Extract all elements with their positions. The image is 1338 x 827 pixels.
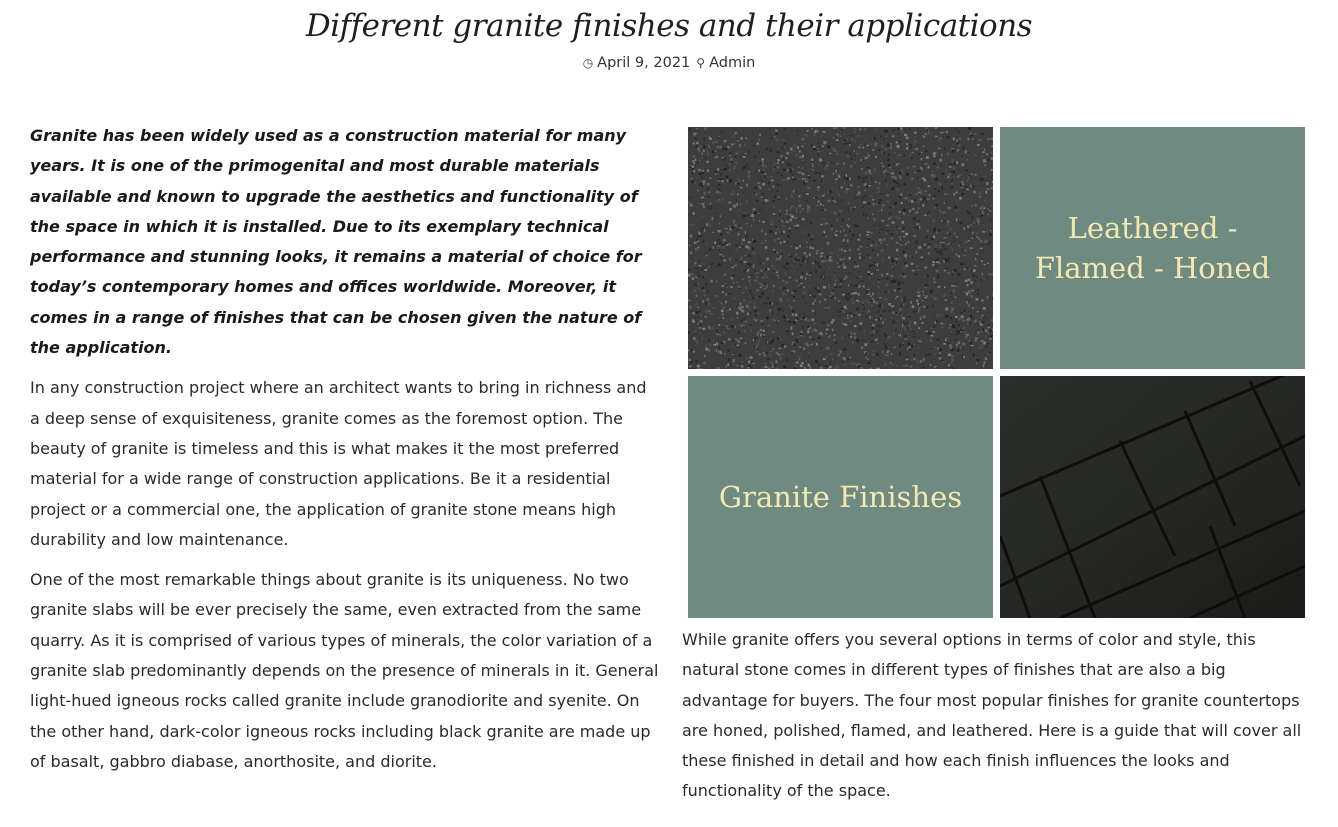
- post-author[interactable]: Admin: [709, 55, 756, 71]
- finishes-label-tile: [1000, 127, 1305, 369]
- article-title: Different granite finishes and their applications: [305, 8, 1033, 44]
- granite-finishes-image: [688, 127, 1305, 618]
- body-paragraph: In any construction project where an architect wants to bring in richness and a deep sense of exquisiteness, granite comes as the foremost option. The beauty of granite is timeless and this is what makes it the most preferred material for a wide range of construction applications. Be it a residential project or a commercial one, the application of granite stone means high durability and low maintenance.: [30, 378, 647, 549]
- post-meta: [0, 55, 1338, 71]
- honed-granite-floor-image: [1000, 376, 1305, 618]
- body-paragraph: One of the most remarkable things about granite is its uniqueness. No two granite slabs will be ever precisely the same, even extracted from the same quarry. As it is comprised of various types of minerals, the color variation of a granite slab predominantly depends on the presence of minerals in it. General light-hued igneous rocks called granite include granodiorite and syenite. On the other hand, dark-color igneous rocks including black granite are made up of basalt, gabbro diabase, anorthosite, and diorite.: [30, 570, 659, 771]
- post-date[interactable]: April 9, 2021: [597, 55, 691, 71]
- granite-finishes-label: Granite Finishes: [718, 480, 963, 514]
- finishes-label-line: Flamed - Honed: [1034, 251, 1271, 285]
- intro-paragraph: Granite has been widely used as a construction material for many years. It is one of the primogenital and most durable materials available and known to upgrade the aesthetics and functionality of the space in which it is installed. Due to its exemplary technical performance and stunning looks, it remains a material of choice for today’s contemporary homes and offices worldwide. Moreover, it comes in a range of finishes that can be chosen given the nature of the application.: [30, 126, 642, 358]
- clock-icon: ◷: [582, 56, 594, 70]
- flamed-granite-texture-image: [688, 127, 993, 369]
- user-icon: ⚲: [696, 56, 706, 70]
- body-paragraph: While granite offers you several options in terms of color and style, this natural stone comes in different types of finishes that are also a big advantage for buyers. The four most popular finishes for granite countertops are honed, polished, flamed, and leathered. Here is a guide that will cover all these finished in detail and how each finish influences the looks and functionality of the space.: [682, 630, 1302, 801]
- article-left-column: [30, 121, 660, 777]
- article-right-column: [682, 625, 1307, 807]
- finishes-label-line: Leathered -: [1067, 211, 1238, 245]
- granite-finishes-label-tile: [688, 376, 993, 618]
